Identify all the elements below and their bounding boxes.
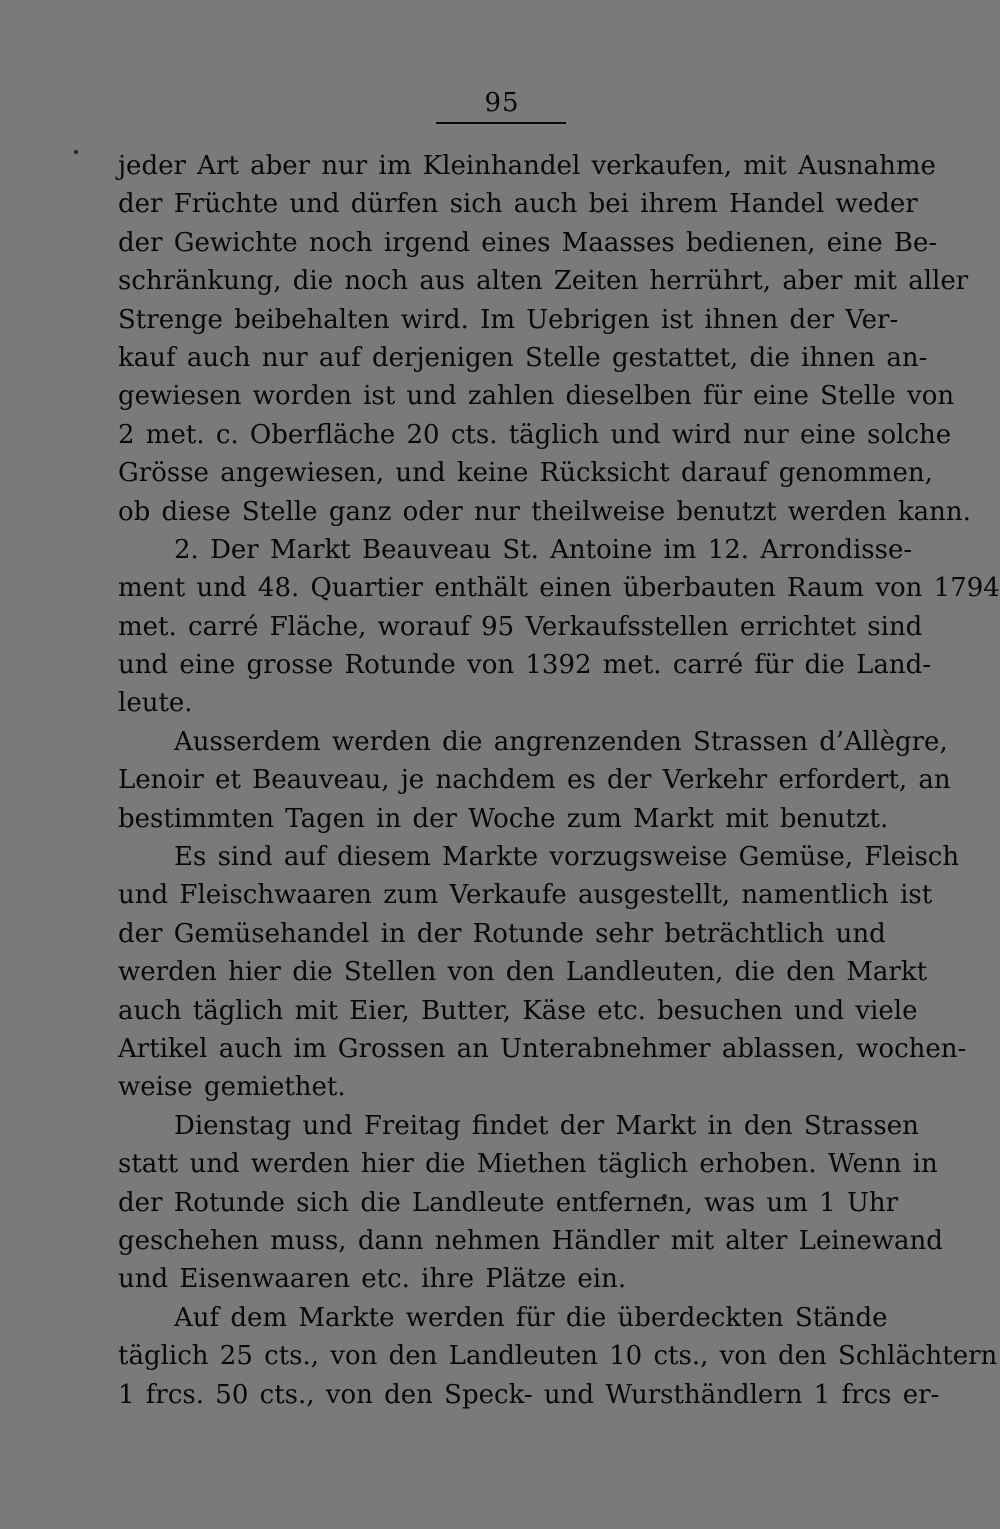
text-line: werden hier die Stellen von den Landleuten, die den Markt: [118, 957, 928, 988]
text-line: Strenge beibehalten wird. Im Uebrigen ist ihnen der Ver-: [118, 304, 899, 335]
text-line: geschehen muss, dann nehmen Händler mit alter Leinewand: [118, 1225, 943, 1256]
print-speck: [74, 150, 78, 154]
text-line: der Rotunde sich die Landleute entfernen, was um 1 Uhr: [118, 1187, 899, 1218]
text-line: bestimmten Tagen in der Woche zum Markt mit benutzt.: [118, 803, 889, 834]
text-line: weise gemiethet.: [118, 1072, 346, 1103]
text-line: kauf auch nur auf derjenigen Stelle gestattet, die ihnen an-: [118, 342, 928, 373]
text-line: statt und werden hier die Miethen täglich erhoben. Wenn in: [118, 1149, 938, 1180]
text-line: Es sind auf diesem Markte vorzugsweise Gemüse, Fleisch: [174, 842, 960, 873]
text-line: Auf dem Markte werden für die überdeckten Stände: [174, 1302, 888, 1333]
text-line: auch täglich mit Eier, Butter, Käse etc. besuchen und viele: [118, 995, 918, 1026]
text-line: der Früchte und dürfen sich auch bei ihrem Handel weder: [118, 189, 918, 220]
text-line: ment und 48. Quartier enthält einen überbauten Raum von 1794: [118, 573, 1000, 604]
text-line: Ausserdem werden die angrenzenden Strassen d’Allègre,: [174, 726, 948, 757]
text-line: jeder Art aber nur im Kleinhandel verkaufen, mit Ausnahme: [118, 151, 936, 181]
text-line: leute.: [118, 688, 193, 719]
text-line: und Eisenwaaren etc. ihre Plätze ein.: [118, 1264, 627, 1295]
text-line: der Gewichte noch irgend eines Maasses bedienen, eine Be-: [118, 227, 938, 258]
text-line: ob diese Stelle ganz oder nur theilweise benutzt werden kann.: [118, 496, 971, 527]
text-line: Artikel auch im Grossen an Unterabnehmer ablassen, wochen-: [118, 1033, 967, 1064]
text-line: Dienstag und Freitag findet der Markt in den Strassen: [174, 1110, 919, 1141]
text-line: 2. Der Markt Beauveau St. Antoine im 12. Arrondisse-: [174, 534, 913, 565]
text-line: 1 frcs. 50 cts., von den Speck- und Wursthändlern 1 frcs er-: [118, 1379, 940, 1410]
text-line: gewiesen worden ist und zahlen dieselben für eine Stelle von: [118, 381, 955, 412]
text-line: Lenoir et Beauveau, je nachdem es der Verkehr erfordert, an: [118, 765, 951, 796]
text-line: schränkung, die noch aus alten Zeiten herrührt, aber mit aller: [118, 266, 969, 297]
page-number: 95: [484, 88, 520, 118]
text-line: met. carré Fläche, worauf 95 Verkaufsstellen errichtet sind: [118, 611, 923, 642]
text-line: Grösse angewiesen, und keine Rücksicht darauf genommen,: [118, 458, 933, 489]
body-text: [118, 147, 1000, 1414]
text-line: und eine grosse Rotunde von 1392 met. carré für die Land-: [118, 650, 932, 681]
text-line: der Gemüsehandel in der Rotunde sehr beträchtlich und: [118, 918, 886, 949]
text-line: 2 met. c. Oberfläche 20 cts. täglich und wird nur eine solche: [118, 419, 952, 450]
header-rule: [436, 122, 566, 124]
text-line: täglich 25 cts., von den Landleuten 10 cts., von den Schlächtern: [118, 1341, 998, 1372]
text-line: und Fleischwaaren zum Verkaufe ausgestellt, namentlich ist: [118, 880, 933, 911]
